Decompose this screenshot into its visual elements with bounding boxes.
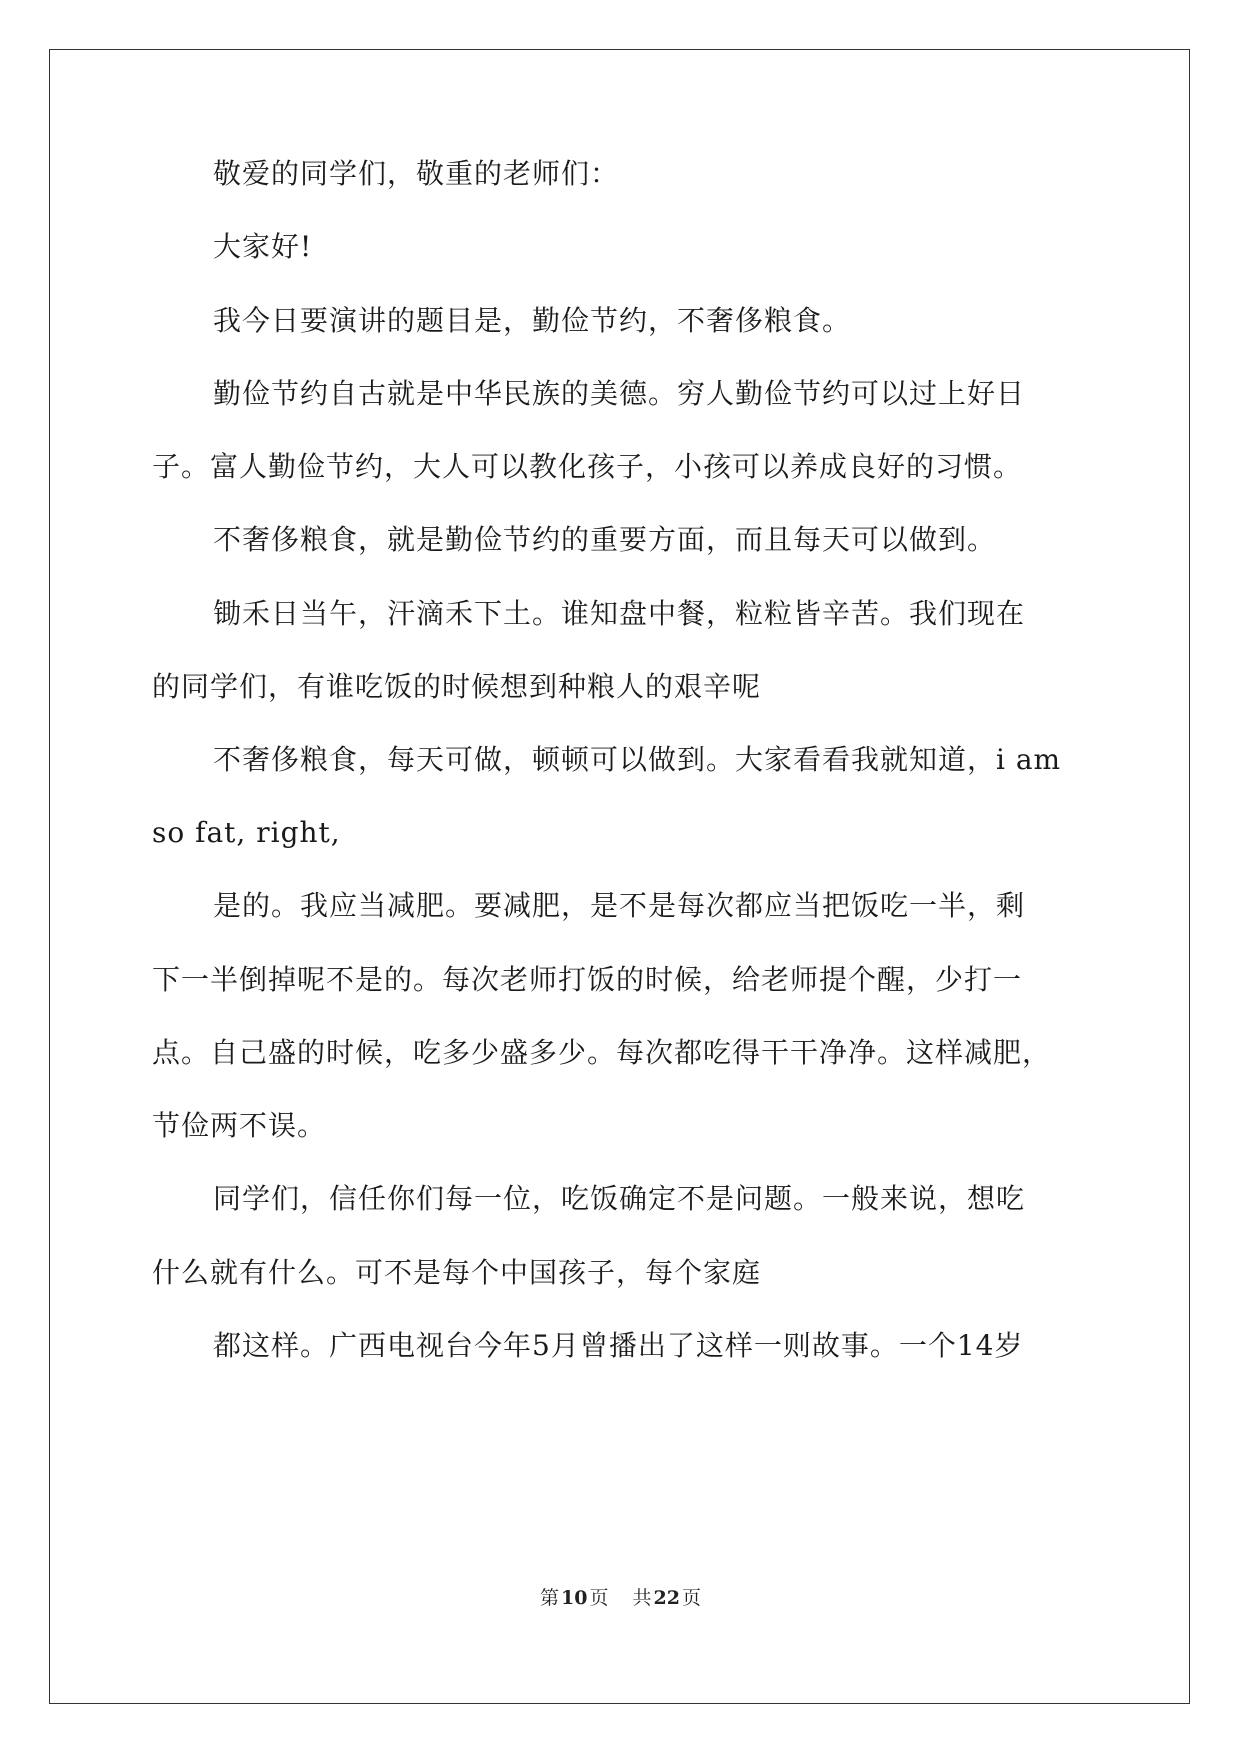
page-label-prefix: 第 [540, 1587, 560, 1609]
text-line: 的同学们，有谁吃饭的时候想到种粮人的艰辛呢 [152, 670, 762, 703]
text-line: 我今日要演讲的题目是，勤俭节约，不奢侈粮食。 [213, 304, 852, 337]
current-page-number: 10 [561, 1587, 588, 1609]
text-line: 子。富人勤俭节约，大人可以教化孩子，小孩可以养成良好的习惯。 [152, 450, 1023, 483]
page-footer [0, 1586, 1241, 1610]
text-line: 是的。我应当减肥。要减肥，是不是每次都应当把饭吃一半，剩 [213, 889, 1026, 922]
total-pages-number: 22 [653, 1587, 680, 1609]
total-label-prefix: 共 [632, 1587, 652, 1609]
text-line: 大家好! [213, 230, 313, 263]
text-line: 勤俭节约自古就是中华民族的美德。穷人勤俭节约可以过上好日 [213, 377, 1026, 410]
text-line: 敬爱的同学们，敬重的老师们： [213, 157, 620, 190]
total-label-suffix: 页 [681, 1587, 701, 1609]
text-line: 节俭两不误。 [152, 1109, 327, 1142]
text-line: 不奢侈粮食，就是勤俭节约的重要方面，而且每天可以做到。 [213, 523, 997, 556]
text-line: 锄禾日当午，汗滴禾下土。谁知盘中餐，粒粒皆辛苦。我们现在 [213, 597, 1026, 630]
text-line: 不奢侈粮食，每天可做，顿顿可以做到。大家看看我就知道，i am [213, 743, 1062, 776]
page-label-suffix: 页 [589, 1587, 609, 1609]
page-border [49, 49, 1190, 1704]
text-line: 什么就有什么。可不是每个中国孩子，每个家庭 [152, 1256, 762, 1289]
text-line: so fat, right, [152, 816, 341, 849]
text-line: 下一半倒掉呢不是的。每次老师打饭的时候，给老师提个醒，少打一 [152, 963, 1023, 996]
text-line: 都这样。广西电视台今年5月曾播出了这样一则故事。一个14岁 [213, 1329, 1024, 1362]
text-line: 点。自己盛的时候，吃多少盛多少。每次都吃得干干净净。这样减肥， [152, 1036, 1052, 1069]
text-line: 同学们，信任你们每一位，吃饭确定不是问题。一般来说，想吃 [213, 1182, 1026, 1215]
